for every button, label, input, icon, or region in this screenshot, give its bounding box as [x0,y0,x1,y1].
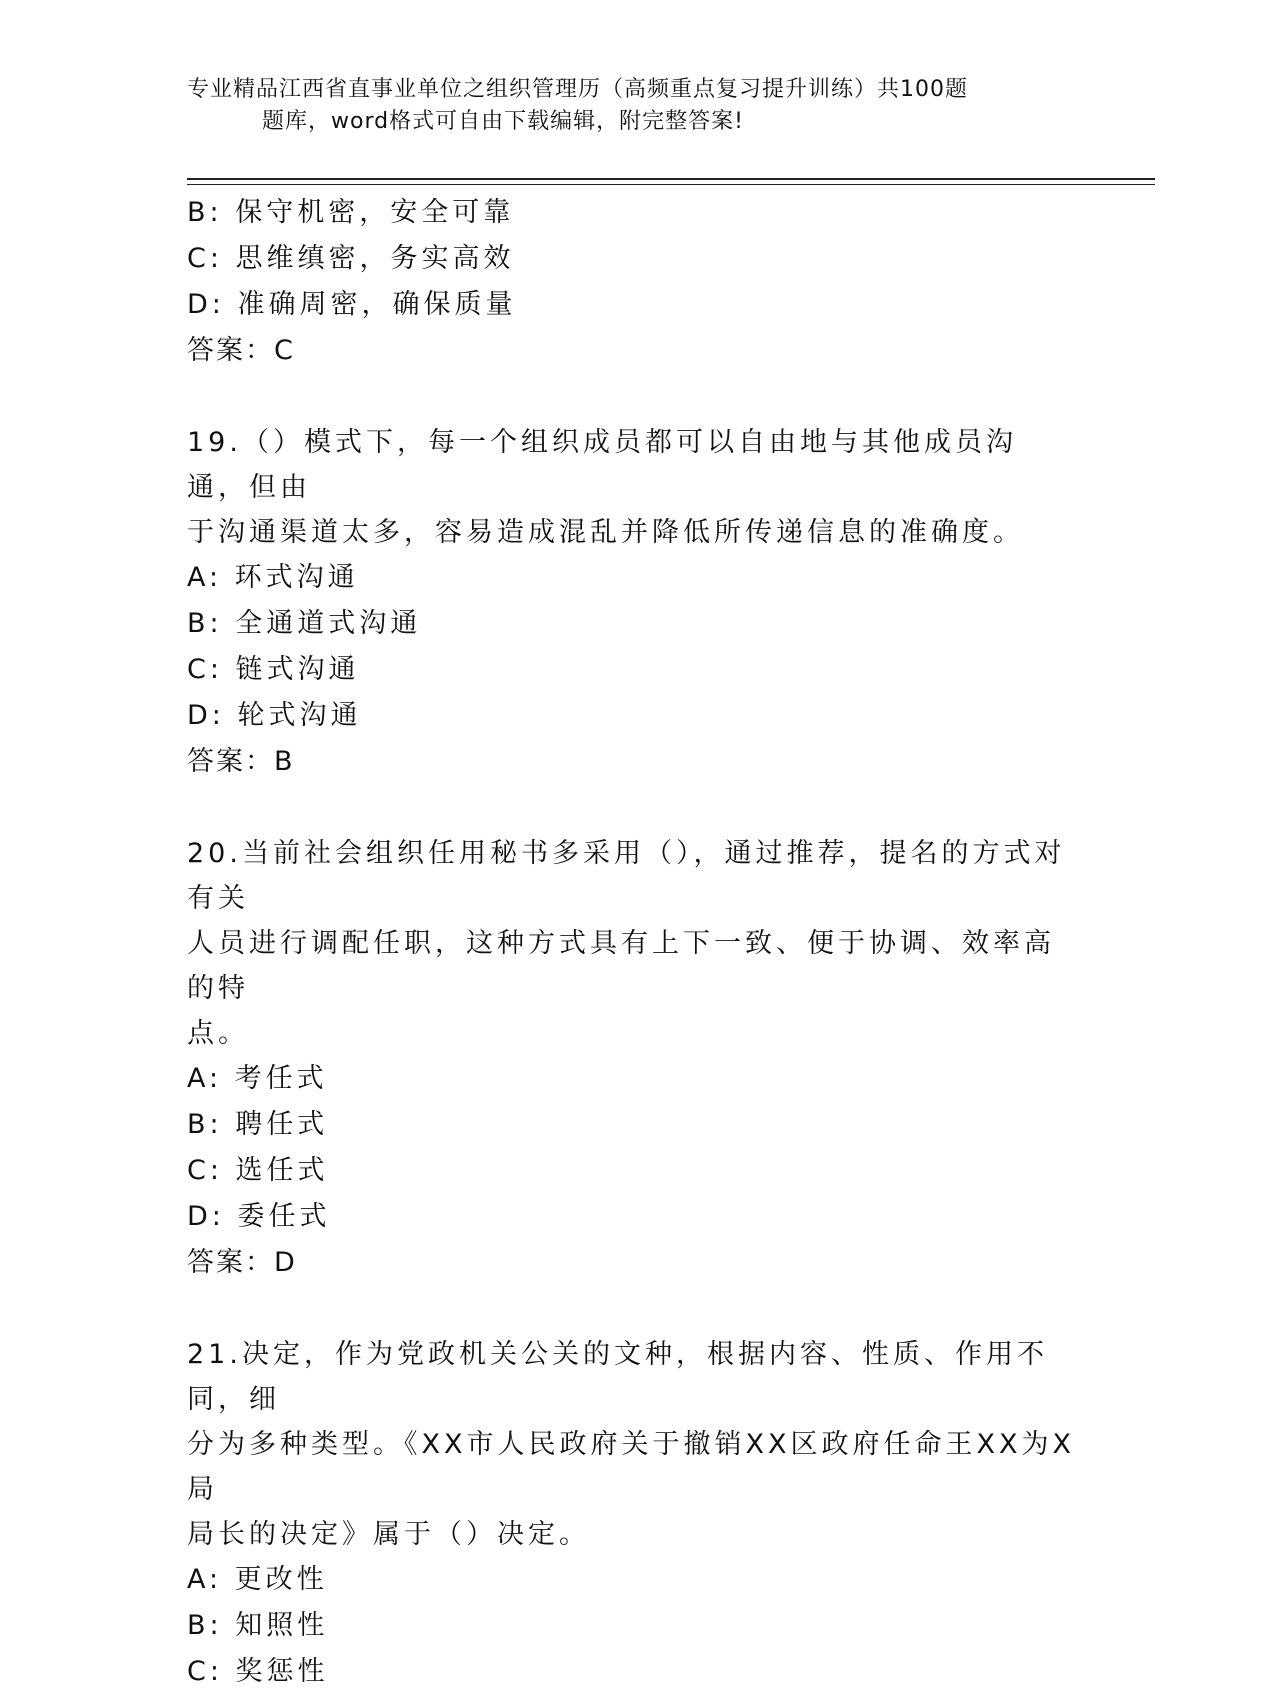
option-a: A: 考任式 [187,1063,328,1094]
option-b: B: 全通道式沟通 [187,608,422,639]
option-a: A: 环式沟通 [187,562,359,593]
question-21-block [187,1332,1077,1695]
question-text-line: 20.当前社会组织任用秘书多采用（），通过推荐，提名的方式对有关 [187,838,1066,914]
question-text-line: 分为多种类型。《XX市人民政府关于撤销XX区政府任命王XX为X局 [187,1429,1075,1505]
answer-line: 答案：D [187,1247,297,1278]
option-d: D: 轮式沟通 [187,700,362,731]
question-text-line: 21.决定，作为党政机关公关的文种，根据内容、性质、作用不同，细 [187,1339,1048,1415]
question-content [187,190,1077,1695]
question-20-block [187,831,1077,1286]
page-header [187,74,1067,138]
option-c: C: 链式沟通 [187,654,360,685]
spacer [187,785,1077,831]
option-b: B: 知照性 [187,1610,329,1641]
header-rule-thin [187,184,1155,185]
answer-line: 答案：C [187,335,295,366]
option-c: C: 思维缜密，务实高效 [187,243,515,274]
question-text-line: 于沟通渠道太多，容易造成混乱并降低所传递信息的准确度。 [187,517,1024,548]
spacer [187,374,1077,420]
spacer [187,1286,1077,1332]
question-text-line: 人员进行调配任职，这种方式具有上下一致、便于协调、效率高的特 [187,928,1055,1004]
option-c: C: 奖惩性 [187,1656,329,1687]
question-text-line: 点。 [187,1018,249,1049]
header-title-line2: 题库，word格式可自由下载编辑，附完整答案! [262,109,744,134]
option-b: B: 聘任式 [187,1109,329,1140]
question-text-line: 局长的决定》属于（）决定。 [187,1519,590,1550]
option-b: B: 保守机密，安全可靠 [187,197,515,228]
question-text-line: 19.（）模式下，每一个组织成员都可以自由地与其他成员沟通，但由 [187,427,1017,503]
header-rule [187,178,1155,180]
option-d: D: 委任式 [187,1201,331,1232]
option-c: C: 选任式 [187,1155,329,1186]
answer-line: 答案：B [187,746,295,777]
option-d: D: 准确周密，确保质量 [187,289,517,320]
option-a: A: 更改性 [187,1564,328,1595]
question-19-block [187,420,1077,785]
question-18-block [187,190,1077,374]
header-title-line1: 专业精品江西省直事业单位之组织管理历（高频重点复习提升训练）共100题 [187,77,968,102]
